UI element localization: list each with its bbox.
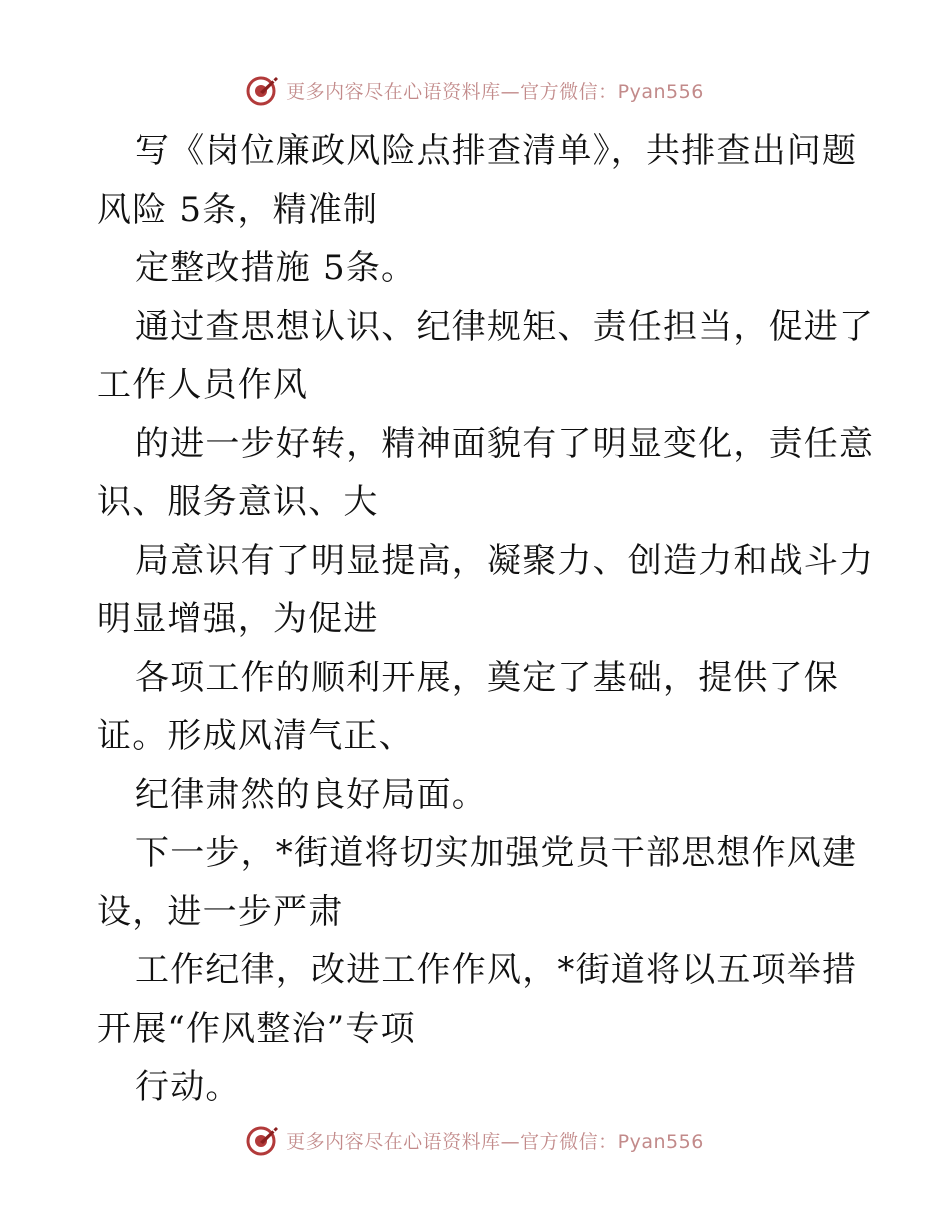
- text-line: 开展“作风整治”专项: [97, 1008, 416, 1049]
- text-line: 工作纪律，改进工作作风，*街道将以五项举措: [135, 950, 858, 990]
- text-line: 工作人员作风: [97, 365, 309, 405]
- text-line: 纪律肃然的良好局面。: [135, 774, 487, 815]
- text-line: 下一步，*街道将切实加强党员干部思想作风建: [135, 833, 858, 873]
- text-line: 风险 5条，精准制: [97, 189, 379, 230]
- header-banner: [0, 70, 950, 110]
- text-line: 通过查思想认识、纪律规矩、责任担当，促进了: [135, 306, 875, 347]
- text-line: 写《岗位廉政风险点排查清单》，共排查出问题: [135, 131, 858, 171]
- text-line: 局意识有了明显提高，凝聚力、创造力和战斗力: [135, 540, 875, 581]
- footer-banner-inner: [246, 1123, 704, 1157]
- text-line: 识、服务意识、大: [97, 482, 379, 522]
- header-banner-inner: [246, 73, 704, 107]
- footer-banner: [0, 1120, 950, 1160]
- document-body: [97, 122, 875, 1117]
- footer-banner-text: 更多内容尽在心语资料库—官方微信：Pyan556: [286, 1130, 704, 1153]
- text-line: 定整改措施 5条。: [135, 248, 417, 288]
- text-line: 行动。: [135, 1067, 241, 1107]
- text-line: 明显增强，为促进: [97, 599, 379, 639]
- text-line: 证。形成风清气正、: [97, 716, 414, 756]
- pen-logo-icon: [246, 1123, 280, 1157]
- text-line: 各项工作的顺利开展，奠定了基础，提供了保: [135, 657, 839, 698]
- header-banner-text: 更多内容尽在心语资料库—官方微信：Pyan556: [286, 80, 704, 103]
- text-line: 的进一步好转，精神面貌有了明显变化，责任意: [135, 423, 875, 464]
- text-line: 设，进一步严肃: [97, 891, 344, 932]
- pen-logo-icon: [246, 73, 280, 107]
